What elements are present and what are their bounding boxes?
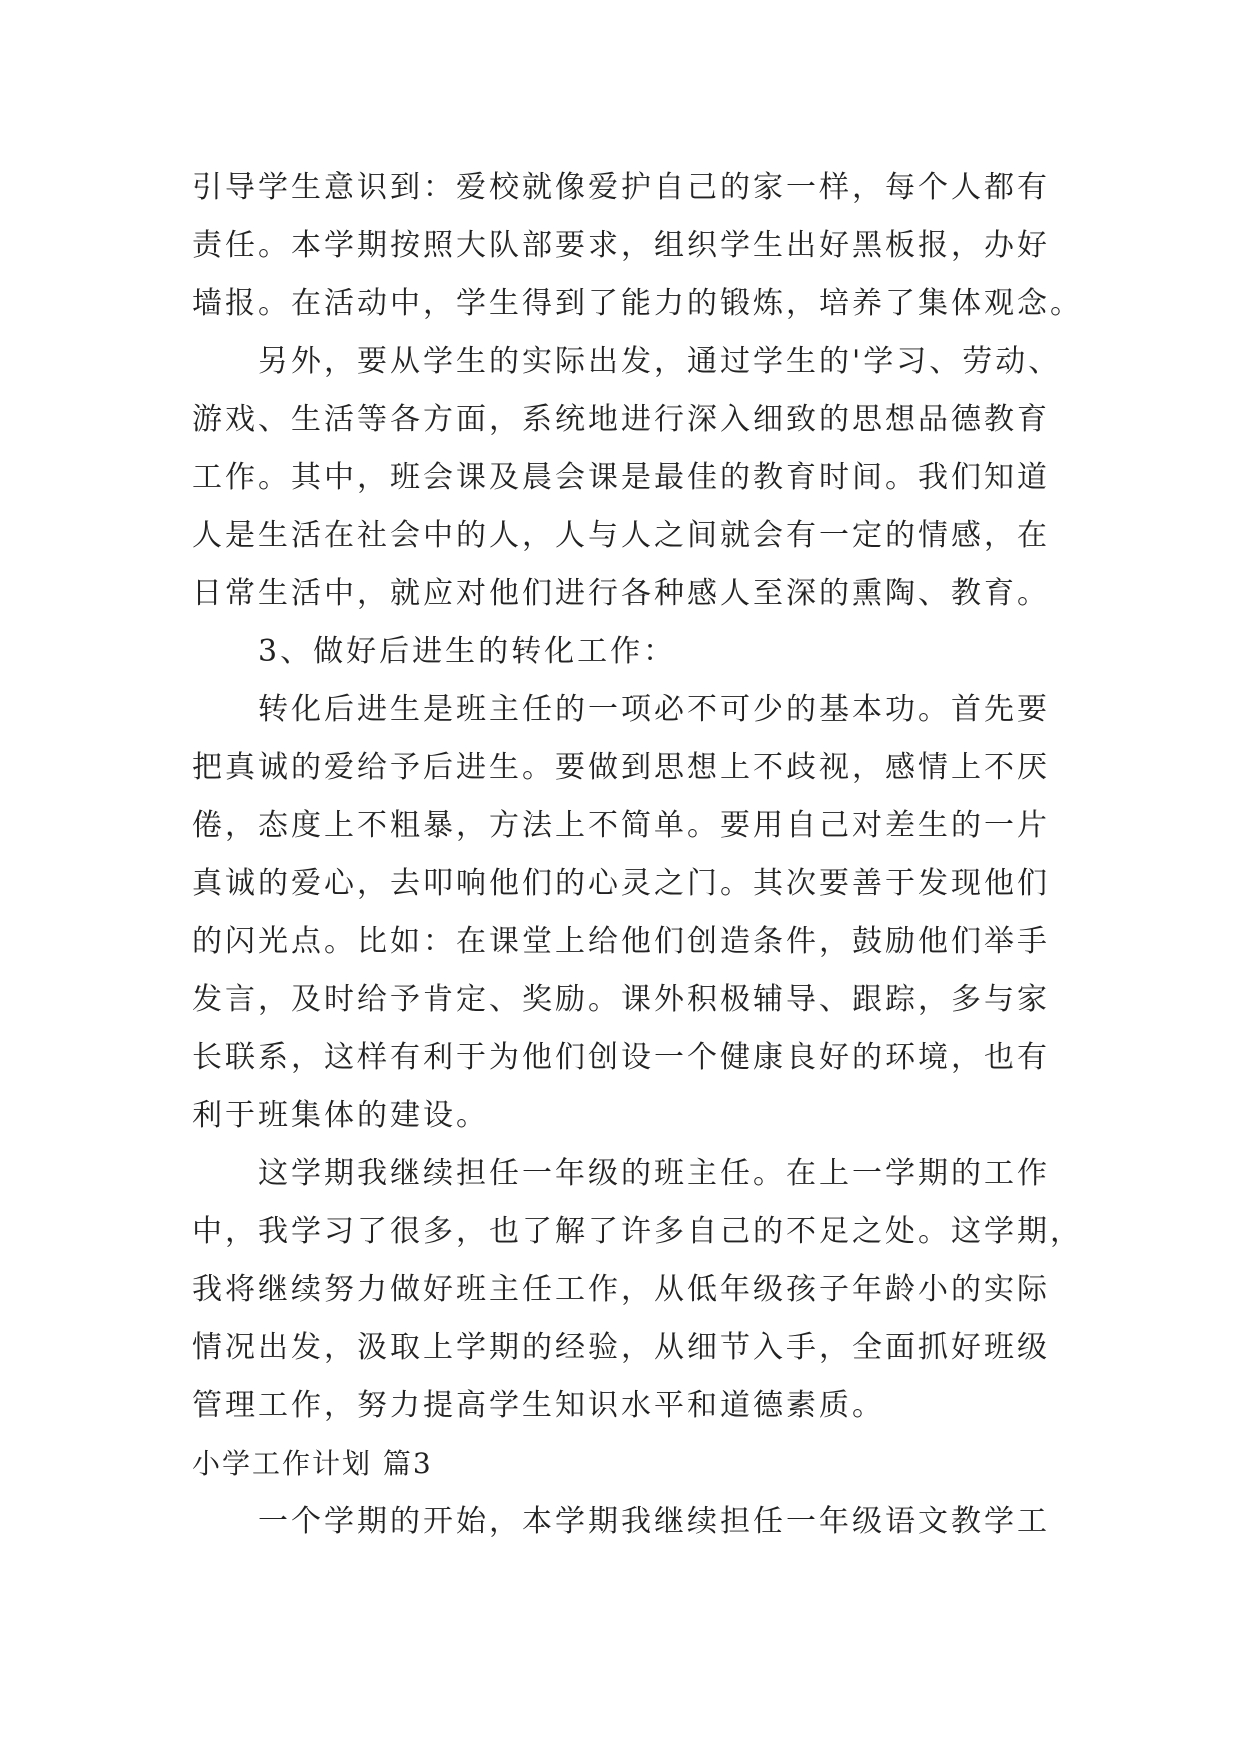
paragraph-line: 管理工作，努力提高学生知识水平和道德素质。 <box>192 1388 885 1423</box>
paragraph-line: 真诚的爱心，去叩响他们的心灵之门。其次要善于发现他们 <box>192 866 1050 901</box>
paragraph-line: 引导学生意识到：爱校就像爱护自己的家一样，每个人都有 <box>192 170 1050 205</box>
paragraph-line: 情况出发，汲取上学期的经验，从细节入手，全面抓好班级 <box>192 1330 1050 1365</box>
paragraph <box>192 333 1202 623</box>
paragraph-line: 责任。本学期按照大队部要求，组织学生出好黑板报，办好 <box>192 228 1050 263</box>
paragraph-line: 中，我学习了很多，也了解了许多自己的不足之处。这学期， <box>192 1214 1083 1249</box>
section-heading: 小学工作计划 篇3 <box>192 1447 433 1480</box>
paragraph-line: 发言，及时给予肯定、奖励。课外积极辅导、跟踪，多与家 <box>192 982 1050 1017</box>
paragraph-line: 长联系，这样有利于为他们创设一个健康良好的环境，也有 <box>192 1040 1050 1075</box>
list-item-heading: 3、做好后进生的转化工作： <box>258 634 677 669</box>
paragraph-line: 游戏、生活等各方面，系统地进行深入细致的思想品德教育 <box>192 402 1050 437</box>
paragraph-line: 这学期我继续担任一年级的班主任。在上一学期的工作 <box>258 1156 1050 1191</box>
paragraph-line: 把真诚的爱给予后进生。要做到思想上不歧视，感情上不厌 <box>192 750 1050 785</box>
paragraph-line: 工作。其中，班会课及晨会课是最佳的教育时间。我们知道 <box>192 460 1050 495</box>
paragraph-line: 日常生活中，就应对他们进行各种感人至深的熏陶、教育。 <box>192 576 1050 611</box>
paragraph-line: 一个学期的开始，本学期我继续担任一年级语文教学工 <box>258 1504 1050 1539</box>
paragraph <box>192 1145 1202 1435</box>
paragraph <box>192 159 1202 333</box>
document-body <box>192 159 1202 1551</box>
paragraph-line: 人是生活在社会中的人，人与人之间就会有一定的情感，在 <box>192 518 1050 553</box>
paragraph-line: 我将继续努力做好班主任工作，从低年级孩子年龄小的实际 <box>192 1272 1050 1307</box>
paragraph-line: 倦，态度上不粗暴，方法上不简单。要用自己对差生的一片 <box>192 808 1050 843</box>
paragraph <box>192 681 1202 1145</box>
paragraph-line: 的闪光点。比如：在课堂上给他们创造条件，鼓励他们举手 <box>192 924 1050 959</box>
paragraph-line: 另外，要从学生的实际出发，通过学生的'学习、劳动、 <box>258 344 1062 379</box>
paragraph-line: 利于班集体的建设。 <box>192 1098 489 1133</box>
paragraph-line: 墙报。在活动中，学生得到了能力的锻炼，培养了集体观念。 <box>192 286 1083 321</box>
paragraph <box>192 1493 1202 1551</box>
paragraph-line: 转化后进生是班主任的一项必不可少的基本功。首先要 <box>258 692 1050 727</box>
paragraph <box>192 623 1202 681</box>
